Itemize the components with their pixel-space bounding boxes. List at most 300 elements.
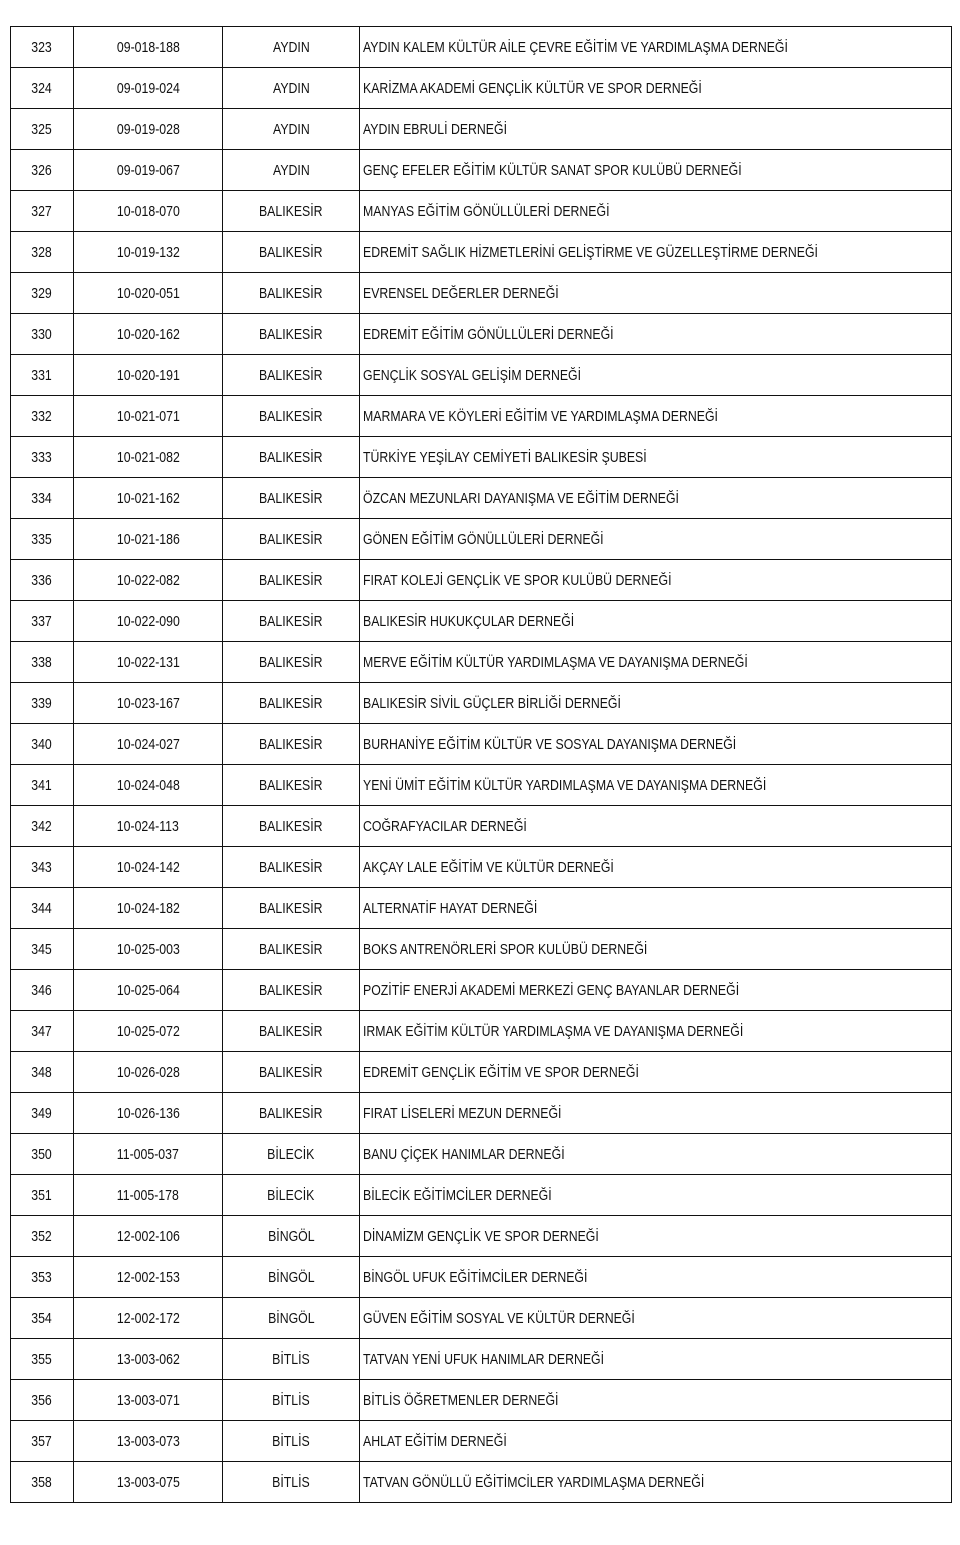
association-name: COĞRAFYACILAR DERNEĞİ: [363, 817, 527, 835]
registry-code-cell: [74, 560, 223, 601]
row-number: 351: [31, 1186, 53, 1204]
city-name-cell: [223, 888, 360, 929]
association-name: TÜRKİYE YEŞİLAY CEMİYETİ BALIKESİR ŞUBESİ: [363, 448, 647, 466]
registry-code-cell: [74, 1421, 223, 1462]
association-name-cell: [360, 396, 952, 437]
association-name-cell: [360, 1175, 952, 1216]
registry-code: 10-025-072: [116, 1022, 180, 1040]
registry-code: 09-019-024: [116, 79, 180, 97]
row-number-cell: [11, 970, 74, 1011]
city-name-cell: [223, 1298, 360, 1339]
row-number: 356: [31, 1391, 53, 1409]
table-row: [11, 27, 952, 68]
row-number-cell: [11, 724, 74, 765]
registry-code: 10-026-028: [116, 1063, 180, 1081]
city-name: BALIKESİR: [259, 325, 323, 343]
table-body: [11, 27, 952, 1503]
row-number-cell: [11, 68, 74, 109]
row-number-cell: [11, 929, 74, 970]
row-number-cell: [11, 847, 74, 888]
association-name: AHLAT EĞİTİM DERNEĞİ: [363, 1432, 507, 1450]
registry-code: 10-023-167: [116, 694, 180, 712]
table-row: [11, 1257, 952, 1298]
association-name: TATVAN GÖNÜLLÜ EĞİTİMCİLER YARDIMLAŞMA DERNEĞİ: [363, 1473, 705, 1491]
association-name: ALTERNATİF HAYAT DERNEĞİ: [363, 899, 538, 917]
registry-code: 10-026-136: [116, 1104, 180, 1122]
association-name-cell: [360, 519, 952, 560]
registry-code-cell: [74, 1339, 223, 1380]
row-number-cell: [11, 1011, 74, 1052]
city-name: BALIKESİR: [259, 1022, 323, 1040]
association-name-cell: [360, 1257, 952, 1298]
row-number: 349: [31, 1104, 53, 1122]
association-name-cell: [360, 601, 952, 642]
row-number: 337: [31, 612, 53, 630]
registry-code-cell: [74, 1052, 223, 1093]
association-name-cell: [360, 1011, 952, 1052]
city-name: AYDIN: [272, 120, 310, 138]
row-number-cell: [11, 273, 74, 314]
row-number-cell: [11, 437, 74, 478]
city-name: BİNGÖL: [267, 1227, 315, 1245]
table-row: [11, 109, 952, 150]
city-name: BALIKESİR: [259, 1063, 323, 1081]
row-number: 343: [31, 858, 53, 876]
registry-code: 10-024-048: [116, 776, 180, 794]
association-name-cell: [360, 68, 952, 109]
city-name-cell: [223, 519, 360, 560]
table-row: [11, 1093, 952, 1134]
table-row: [11, 437, 952, 478]
association-name-cell: [360, 1380, 952, 1421]
association-name-cell: [360, 1421, 952, 1462]
association-name: FIRAT LİSELERİ MEZUN DERNEĞİ: [363, 1104, 562, 1122]
row-number: 324: [31, 79, 53, 97]
association-name-cell: [360, 437, 952, 478]
table-row: [11, 478, 952, 519]
registry-code-cell: [74, 1462, 223, 1503]
registry-code: 10-021-186: [116, 530, 180, 548]
row-number-cell: [11, 109, 74, 150]
row-number: 333: [31, 448, 53, 466]
row-number: 357: [31, 1432, 53, 1450]
row-number: 338: [31, 653, 53, 671]
city-name: BALIKESİR: [259, 366, 323, 384]
row-number-cell: [11, 1298, 74, 1339]
table-row: [11, 191, 952, 232]
row-number-cell: [11, 355, 74, 396]
association-name-cell: [360, 1298, 952, 1339]
city-name-cell: [223, 1093, 360, 1134]
association-name-cell: [360, 273, 952, 314]
association-name: ÖZCAN MEZUNLARI DAYANIŞMA VE EĞİTİM DERNEĞİ: [363, 489, 679, 507]
table-row: [11, 68, 952, 109]
table-row: [11, 888, 952, 929]
row-number: 329: [31, 284, 53, 302]
row-number: 335: [31, 530, 53, 548]
city-name: BİTLİS: [272, 1391, 310, 1409]
registry-code-cell: [74, 478, 223, 519]
city-name-cell: [223, 560, 360, 601]
row-number: 334: [31, 489, 53, 507]
registry-code-cell: [74, 970, 223, 1011]
row-number-cell: [11, 1462, 74, 1503]
association-name: BOKS ANTRENÖRLERİ SPOR KULÜBÜ DERNEĞİ: [363, 940, 648, 958]
city-name: BİLECİK: [267, 1145, 315, 1163]
city-name: BALIKESİR: [259, 1104, 323, 1122]
table-row: [11, 1421, 952, 1462]
city-name-cell: [223, 929, 360, 970]
table-row: [11, 396, 952, 437]
city-name-cell: [223, 478, 360, 519]
association-name-cell: [360, 150, 952, 191]
row-number-cell: [11, 232, 74, 273]
registry-code: 10-021-082: [116, 448, 180, 466]
city-name-cell: [223, 1052, 360, 1093]
row-number-cell: [11, 1216, 74, 1257]
registry-code-cell: [74, 601, 223, 642]
row-number-cell: [11, 396, 74, 437]
registry-code: 10-022-090: [116, 612, 180, 630]
city-name: BALIKESİR: [259, 981, 323, 999]
association-name: YENİ ÜMİT EĞİTİM KÜLTÜR YARDIMLAŞMA VE DAYANIŞMA DERNEĞİ: [363, 776, 767, 794]
row-number: 358: [31, 1473, 53, 1491]
city-name-cell: [223, 232, 360, 273]
association-name-cell: [360, 355, 952, 396]
city-name-cell: [223, 1257, 360, 1298]
association-name: EDREMİT SAĞLIK HİZMETLERİNİ GELİŞTİRME VE GÜZELLEŞTİRME DERNEĞİ: [363, 243, 818, 261]
registry-code-cell: [74, 1093, 223, 1134]
registry-code: 10-022-131: [116, 653, 180, 671]
association-name-cell: [360, 1093, 952, 1134]
registry-code-cell: [74, 150, 223, 191]
city-name: AYDIN: [272, 161, 310, 179]
registry-code-cell: [74, 273, 223, 314]
registry-code-cell: [74, 1298, 223, 1339]
row-number-cell: [11, 1380, 74, 1421]
registry-code: 09-019-028: [116, 120, 180, 138]
registry-code: 13-003-062: [116, 1350, 180, 1368]
association-name: GÜVEN EĞİTİM SOSYAL VE KÜLTÜR DERNEĞİ: [363, 1309, 635, 1327]
row-number: 325: [31, 120, 53, 138]
registry-code-cell: [74, 68, 223, 109]
association-name: MARMARA VE KÖYLERİ EĞİTİM VE YARDIMLAŞMA DERNEĞİ: [363, 407, 718, 425]
registry-code-cell: [74, 765, 223, 806]
registry-code: 10-020-191: [116, 366, 180, 384]
row-number: 341: [31, 776, 53, 794]
city-name-cell: [223, 1134, 360, 1175]
city-name-cell: [223, 1175, 360, 1216]
registry-code-cell: [74, 1134, 223, 1175]
city-name-cell: [223, 1011, 360, 1052]
registry-code: 13-003-075: [116, 1473, 180, 1491]
city-name: AYDIN: [272, 79, 310, 97]
city-name-cell: [223, 1380, 360, 1421]
table-row: [11, 970, 952, 1011]
row-number: 331: [31, 366, 53, 384]
row-number: 347: [31, 1022, 53, 1040]
row-number: 326: [31, 161, 53, 179]
city-name: BALIKESİR: [259, 571, 323, 589]
city-name: BİNGÖL: [267, 1309, 315, 1327]
registry-code: 10-020-051: [116, 284, 180, 302]
city-name: BALIKESİR: [259, 489, 323, 507]
row-number: 339: [31, 694, 53, 712]
city-name-cell: [223, 150, 360, 191]
association-name-cell: [360, 683, 952, 724]
row-number: 330: [31, 325, 53, 343]
association-name: DİNAMİZM GENÇLİK VE SPOR DERNEĞİ: [363, 1227, 599, 1245]
association-name: KARİZMA AKADEMİ GENÇLİK KÜLTÜR VE SPOR DERNEĞİ: [363, 79, 702, 97]
city-name: BİNGÖL: [267, 1268, 315, 1286]
city-name: BİLECİK: [267, 1186, 315, 1204]
association-name: BANU ÇİÇEK HANIMLAR DERNEĞİ: [363, 1145, 565, 1163]
association-name: MANYAS EĞİTİM GÖNÜLLÜLERİ DERNEĞİ: [363, 202, 610, 220]
city-name: BİTLİS: [272, 1473, 310, 1491]
association-name-cell: [360, 109, 952, 150]
city-name-cell: [223, 1462, 360, 1503]
city-name-cell: [223, 1421, 360, 1462]
registry-code-cell: [74, 724, 223, 765]
association-name: BALIKESİR HUKUKÇULAR DERNEĞİ: [363, 612, 575, 630]
association-name: TATVAN YENİ UFUK HANIMLAR DERNEĞİ: [363, 1350, 605, 1368]
city-name-cell: [223, 1216, 360, 1257]
association-name: AYDIN EBRULİ DERNEĞİ: [363, 120, 507, 138]
city-name-cell: [223, 806, 360, 847]
association-name: EVRENSEL DEĞERLER DERNEĞİ: [363, 284, 559, 302]
city-name: BALIKESİR: [259, 448, 323, 466]
registry-code: 10-025-003: [116, 940, 180, 958]
registry-code-cell: [74, 519, 223, 560]
association-name-cell: [360, 765, 952, 806]
row-number: 328: [31, 243, 53, 261]
association-name-cell: [360, 478, 952, 519]
city-name-cell: [223, 355, 360, 396]
row-number: 355: [31, 1350, 53, 1368]
city-name: BALIKESİR: [259, 243, 323, 261]
city-name-cell: [223, 642, 360, 683]
association-name-cell: [360, 888, 952, 929]
association-name-cell: [360, 27, 952, 68]
registry-code-cell: [74, 847, 223, 888]
row-number-cell: [11, 478, 74, 519]
table-row: [11, 642, 952, 683]
registry-code: 10-024-113: [116, 817, 180, 835]
row-number: 344: [31, 899, 53, 917]
registry-code-cell: [74, 642, 223, 683]
city-name: BALIKESİR: [259, 202, 323, 220]
row-number-cell: [11, 601, 74, 642]
city-name-cell: [223, 683, 360, 724]
association-name: FIRAT KOLEJİ GENÇLİK VE SPOR KULÜBÜ DERNEĞİ: [363, 571, 672, 589]
row-number-cell: [11, 642, 74, 683]
row-number: 327: [31, 202, 53, 220]
city-name-cell: [223, 1339, 360, 1380]
table-row: [11, 1462, 952, 1503]
association-name: BİTLİS ÖĞRETMENLER DERNEĞİ: [363, 1391, 559, 1409]
association-name: GÖNEN EĞİTİM GÖNÜLLÜLERİ DERNEĞİ: [363, 530, 604, 548]
table-row: [11, 765, 952, 806]
association-name: EDREMİT EĞİTİM GÖNÜLLÜLERİ DERNEĞİ: [363, 325, 614, 343]
city-name-cell: [223, 396, 360, 437]
table-row: [11, 1175, 952, 1216]
city-name: BİTLİS: [272, 1432, 310, 1450]
table-row: [11, 232, 952, 273]
association-table: [10, 26, 952, 1503]
city-name: BALIKESİR: [259, 407, 323, 425]
registry-code-cell: [74, 27, 223, 68]
table-row: [11, 1380, 952, 1421]
city-name-cell: [223, 724, 360, 765]
row-number-cell: [11, 191, 74, 232]
row-number-cell: [11, 1093, 74, 1134]
city-name-cell: [223, 314, 360, 355]
row-number-cell: [11, 560, 74, 601]
city-name-cell: [223, 437, 360, 478]
registry-code: 12-002-172: [116, 1309, 180, 1327]
table-row: [11, 1298, 952, 1339]
row-number: 340: [31, 735, 53, 753]
city-name: AYDIN: [272, 38, 310, 56]
registry-code-cell: [74, 191, 223, 232]
table-row: [11, 847, 952, 888]
table-row: [11, 273, 952, 314]
registry-code: 10-022-082: [116, 571, 180, 589]
association-name-cell: [360, 970, 952, 1011]
registry-code-cell: [74, 683, 223, 724]
registry-code-cell: [74, 1011, 223, 1052]
row-number: 336: [31, 571, 53, 589]
association-name-cell: [360, 1216, 952, 1257]
row-number: 342: [31, 817, 53, 835]
row-number-cell: [11, 1175, 74, 1216]
association-name: GENÇ EFELER EĞİTİM KÜLTÜR SANAT SPOR KULÜBÜ DERNEĞİ: [363, 161, 742, 179]
association-name-cell: [360, 314, 952, 355]
registry-code-cell: [74, 1175, 223, 1216]
table-row: [11, 929, 952, 970]
registry-code-cell: [74, 1257, 223, 1298]
row-number-cell: [11, 519, 74, 560]
association-name: EDREMİT GENÇLİK EĞİTİM VE SPOR DERNEĞİ: [363, 1063, 639, 1081]
association-name-cell: [360, 642, 952, 683]
row-number-cell: [11, 765, 74, 806]
city-name: BALIKESİR: [259, 817, 323, 835]
registry-code: 10-020-162: [116, 325, 180, 343]
row-number-cell: [11, 1421, 74, 1462]
city-name: BALIKESİR: [259, 776, 323, 794]
registry-code: 12-002-153: [116, 1268, 180, 1286]
association-name: BALIKESİR SİVİL GÜÇLER BİRLİĞİ DERNEĞİ: [363, 694, 621, 712]
registry-code: 10-018-070: [116, 202, 180, 220]
row-number-cell: [11, 1339, 74, 1380]
association-name: GENÇLİK SOSYAL GELİŞİM DERNEĞİ: [363, 366, 582, 384]
registry-code: 10-024-142: [116, 858, 180, 876]
city-name: BALIKESİR: [259, 653, 323, 671]
row-number-cell: [11, 806, 74, 847]
row-number-cell: [11, 683, 74, 724]
city-name: BALIKESİR: [259, 940, 323, 958]
city-name-cell: [223, 273, 360, 314]
registry-code-cell: [74, 888, 223, 929]
registry-code-cell: [74, 232, 223, 273]
city-name: BALIKESİR: [259, 735, 323, 753]
table-row: [11, 519, 952, 560]
registry-code: 13-003-071: [116, 1391, 180, 1409]
city-name-cell: [223, 970, 360, 1011]
association-name-cell: [360, 232, 952, 273]
table-row: [11, 806, 952, 847]
row-number: 332: [31, 407, 53, 425]
association-name: AYDIN KALEM KÜLTÜR AİLE ÇEVRE EĞİTİM VE YARDIMLAŞMA DERNEĞİ: [363, 38, 788, 56]
city-name: BALIKESİR: [259, 694, 323, 712]
table-row: [11, 1134, 952, 1175]
registry-code-cell: [74, 109, 223, 150]
association-name: POZİTİF ENERJİ AKADEMİ MERKEZİ GENÇ BAYANLAR DERNEĞİ: [363, 981, 740, 999]
registry-code: 10-019-132: [116, 243, 180, 261]
association-name-cell: [360, 929, 952, 970]
registry-code: 10-025-064: [116, 981, 180, 999]
registry-code-cell: [74, 396, 223, 437]
association-name-cell: [360, 1134, 952, 1175]
association-name: BURHANİYE EĞİTİM KÜLTÜR VE SOSYAL DAYANIŞMA DERNEĞİ: [363, 735, 737, 753]
city-name-cell: [223, 765, 360, 806]
registry-code-cell: [74, 1380, 223, 1421]
registry-code-cell: [74, 314, 223, 355]
table-row: [11, 724, 952, 765]
city-name-cell: [223, 68, 360, 109]
row-number-cell: [11, 888, 74, 929]
registry-code: 13-003-073: [116, 1432, 180, 1450]
registry-code: 11-005-037: [116, 1145, 180, 1163]
registry-code-cell: [74, 355, 223, 396]
association-name: BİLECİK EĞİTİMCİLER DERNEĞİ: [363, 1186, 552, 1204]
registry-code: 10-024-027: [116, 735, 180, 753]
table-row: [11, 560, 952, 601]
association-name-cell: [360, 724, 952, 765]
row-number: 350: [31, 1145, 53, 1163]
registry-code: 09-018-188: [116, 38, 180, 56]
table-row: [11, 314, 952, 355]
registry-code: 10-021-162: [116, 489, 180, 507]
table-row: [11, 601, 952, 642]
row-number: 323: [31, 38, 53, 56]
association-name: BİNGÖL UFUK EĞİTİMCİLER DERNEĞİ: [363, 1268, 588, 1286]
registry-code-cell: [74, 929, 223, 970]
row-number-cell: [11, 1257, 74, 1298]
table-row: [11, 1216, 952, 1257]
city-name-cell: [223, 191, 360, 232]
association-name-cell: [360, 806, 952, 847]
row-number-cell: [11, 150, 74, 191]
association-name-cell: [360, 1462, 952, 1503]
city-name: BALIKESİR: [259, 530, 323, 548]
row-number-cell: [11, 1052, 74, 1093]
city-name-cell: [223, 27, 360, 68]
table-row: [11, 1339, 952, 1380]
row-number: 348: [31, 1063, 53, 1081]
association-name: AKÇAY LALE EĞİTİM VE KÜLTÜR DERNEĞİ: [363, 858, 614, 876]
association-name-cell: [360, 191, 952, 232]
registry-code: 10-024-182: [116, 899, 180, 917]
table-row: [11, 1011, 952, 1052]
row-number-cell: [11, 314, 74, 355]
row-number: 345: [31, 940, 53, 958]
row-number-cell: [11, 1134, 74, 1175]
row-number: 353: [31, 1268, 53, 1286]
registry-code-cell: [74, 1216, 223, 1257]
registry-code-cell: [74, 437, 223, 478]
row-number: 354: [31, 1309, 53, 1327]
